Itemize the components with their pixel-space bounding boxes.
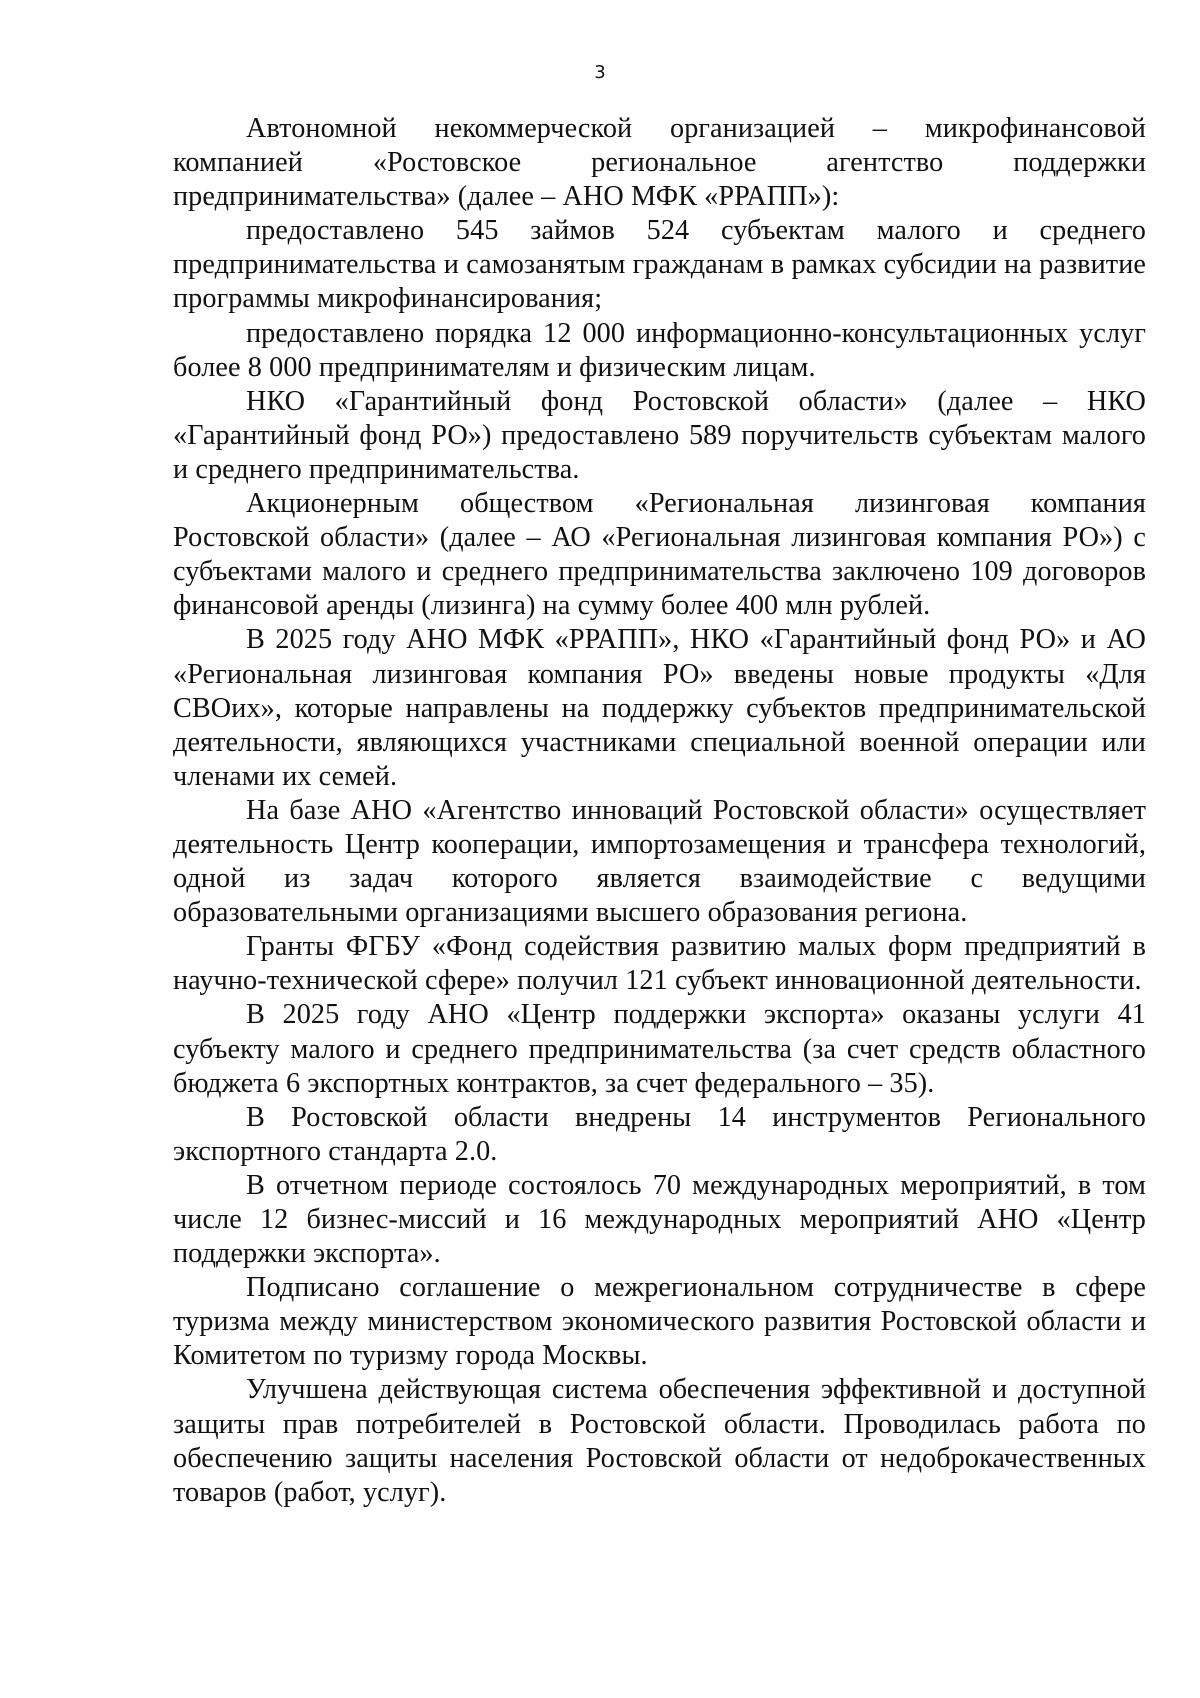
paragraph-consulting: предоставлено порядка 12 000 информационно-консультационных услуг более 8 000 предпринимателям и физическим лицам. <box>173 317 1146 383</box>
paragraph-consumer-protection: Улучшена действующая система обеспечения эффективной и доступной защиты прав потребителей в Ростовской области. Проводилась работа по обеспечению защиты населения Ростовской области от недоброкачественных товаров (работ, услуг). <box>173 1374 1146 1508</box>
paragraph-rrapp-intro: Автономной некоммерческой организацией – микрофинансовой компанией «Ростовское региональное агентство поддержки предпринимательства» (далее – АНО МФК «РРАПП»): <box>173 113 1146 213</box>
paragraph-svo-products: В 2025 году АНО МФК «РРАПП», НКО «Гарантийный фонд РО» и АО «Региональная лизинговая компания РО» введены новые продукты «Для СВОих», которые направлены на поддержку субъектов предпринимательской деятельности, являющихся участниками специальной военной операции или членами их семей. <box>173 624 1146 792</box>
paragraph-loans: предоставлено 545 займов 524 субъектам малого и среднего предпринимательства и самозанятым гражданам в рамках субсидии на развитие программы микрофинансирования; <box>173 215 1146 315</box>
paragraph-export-standard: В Ростовской области внедрены 14 инструментов Регионального экспортного стандарта 2.0. <box>173 1101 1146 1167</box>
paragraph-export-center: В 2025 году АНО «Центр поддержки экспорта» оказаны услуги 41 субъекту малого и среднего предпринимательства (за счет средств областного бюджета 6 экспортных контрактов, за счет федерального – 35). <box>173 999 1146 1099</box>
paragraph-grants: Гранты ФГБУ «Фонд содействия развитию малых форм предприятий в научно-технической сфере» получил 121 субъект инновационной деятельности. <box>173 931 1146 997</box>
page-number: 3 <box>594 62 606 83</box>
paragraph-innovation-agency: На базе АНО «Агентство инноваций Ростовской области» осуществляет деятельность Центр кооперации, импортозамещения и трансфера технологий, одной из задач которого является взаимодействие с ведущими образовательными организациями высшего образования региона. <box>173 794 1146 929</box>
document-body <box>173 112 1146 1510</box>
paragraph-guarantee-fund: НКО «Гарантийный фонд Ростовской области» (далее – НКО «Гарантийный фонд РО») предоставлено 589 поручительств субъектам малого и среднего предпринимательства. <box>173 385 1146 485</box>
paragraph-tourism-agreement: Подписано соглашение о межрегиональном сотрудничестве в сфере туризма между министерством экономического развития Ростовской области и Комитетом по туризму города Москвы. <box>173 1272 1146 1372</box>
paragraph-international-events: В отчетном периоде состоялось 70 международных мероприятий, в том числе 12 бизнес-миссий и 16 международных мероприятий АНО «Центр поддержки экспорта». <box>173 1169 1146 1270</box>
paragraph-leasing: Акционерным обществом «Региональная лизинговая компания Ростовской области» (далее – АО «Региональная лизинговая компания РО») с субъектами малого и среднего предпринимательства заключено 109 договоров финансовой аренды (лизинга) на сумму более 400 млн рублей. <box>173 488 1146 622</box>
